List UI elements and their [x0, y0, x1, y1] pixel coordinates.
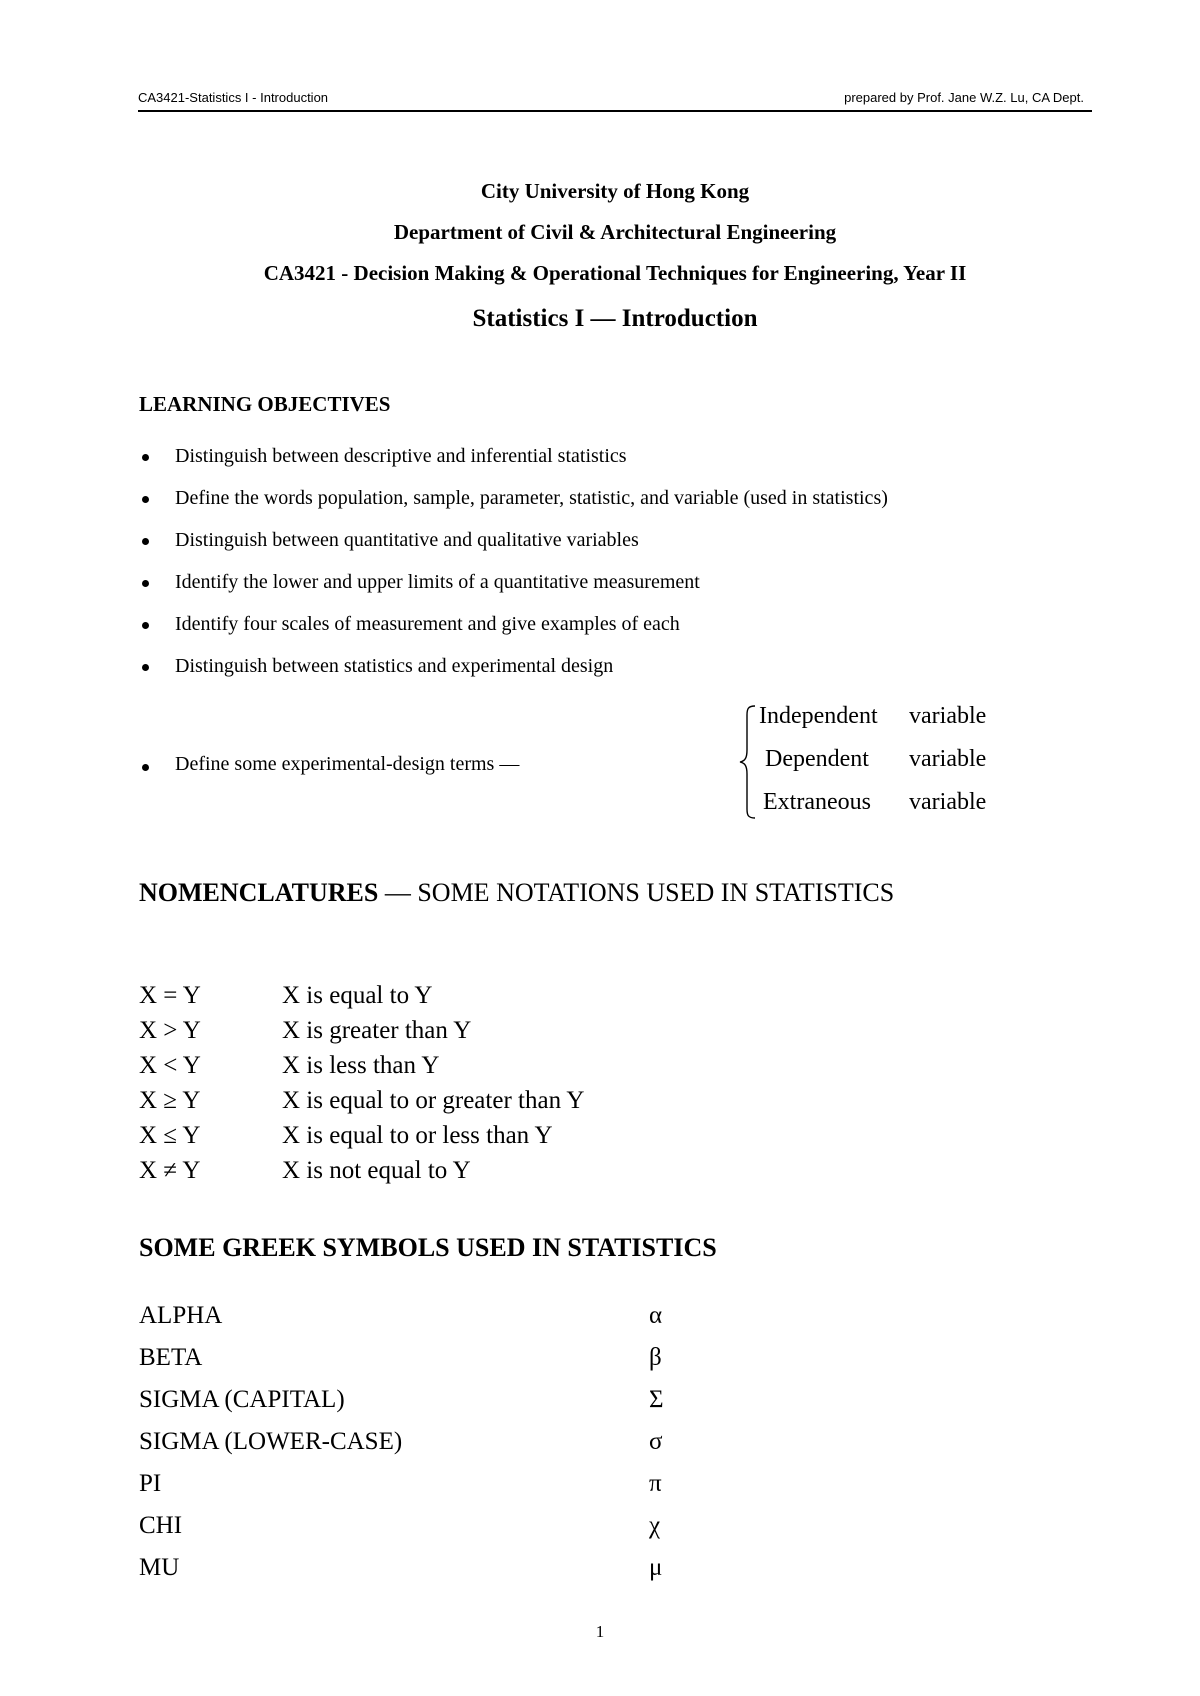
greek-name: SIGMA (LOWER-CASE)	[139, 1428, 403, 1455]
notation-meaning: X is equal to Y	[282, 982, 433, 1009]
page-number: 1	[595, 1622, 605, 1641]
notation-symbol: X ≥ Y	[139, 1087, 201, 1114]
notation-table	[139, 982, 584, 1192]
table-row	[139, 1122, 584, 1157]
course-title: CA3421 - Decision Making & Operational Techniques for Engineering, Year II	[263, 261, 967, 285]
term-name: Dependent	[765, 746, 869, 772]
define-terms-label: Define some experimental-design terms —	[175, 753, 520, 775]
list-item	[139, 487, 1089, 529]
objective-text: Identify four scales of measurement and give examples of each	[175, 613, 680, 635]
list-item	[139, 613, 1089, 655]
bullet-icon	[142, 538, 149, 545]
experimental-terms-list	[759, 703, 986, 832]
greek-name: ALPHA	[139, 1302, 223, 1329]
table-row	[139, 1157, 584, 1192]
greek-symbol: Σ	[649, 1386, 664, 1413]
notation-symbol: X < Y	[139, 1052, 201, 1079]
greek-name: MU	[139, 1554, 180, 1581]
nomenclatures-heading-bold: NOMENCLATURES	[139, 878, 379, 907]
curly-brace-icon	[739, 703, 757, 821]
table-row	[139, 1017, 584, 1052]
header-author-label: prepared by Prof. Jane W.Z. Lu, CA Dept.	[844, 90, 1084, 105]
table-row	[139, 1087, 584, 1122]
term-word: variable	[909, 789, 987, 815]
notation-meaning: X is equal to or greater than Y	[282, 1087, 585, 1114]
objective-text: Distinguish between statistics and experimental design	[175, 655, 614, 677]
table-row	[139, 1554, 664, 1596]
nomenclatures-heading	[139, 878, 894, 908]
term-row	[759, 789, 986, 832]
notation-meaning: X is not equal to Y	[282, 1157, 471, 1184]
notation-symbol: X ≤ Y	[139, 1122, 201, 1149]
objectives-list	[139, 445, 1089, 697]
notation-symbol: X ≠ Y	[139, 1157, 201, 1184]
table-row	[139, 1052, 584, 1087]
term-row	[759, 746, 986, 789]
header-course-label: CA3421-Statistics I - Introduction	[138, 90, 329, 105]
university-name: City University of Hong Kong	[480, 179, 750, 203]
greek-name: SIGMA (CAPITAL)	[139, 1386, 345, 1413]
bullet-icon	[142, 496, 149, 503]
running-header	[138, 90, 1092, 112]
greek-symbol: μ	[649, 1554, 663, 1581]
greek-symbols-heading: SOME GREEK SYMBOLS USED IN STATISTICS	[139, 1233, 717, 1262]
bullet-icon	[142, 764, 149, 771]
table-row	[139, 982, 584, 1017]
notation-meaning: X is greater than Y	[282, 1017, 472, 1044]
greek-name: BETA	[139, 1344, 203, 1371]
term-word: variable	[909, 703, 987, 729]
department-name: Department of Civil & Architectural Engineering	[393, 220, 837, 244]
greek-symbols-table	[139, 1302, 664, 1596]
term-row	[759, 703, 986, 746]
list-item	[139, 529, 1089, 571]
notation-symbol: X > Y	[139, 1017, 201, 1044]
objective-text: Define the words population, sample, parameter, statistic, and variable (used in statistics)	[175, 487, 888, 509]
learning-objectives-heading: LEARNING OBJECTIVES	[139, 392, 391, 416]
term-name: Extraneous	[763, 789, 871, 815]
bullet-icon	[142, 454, 149, 461]
bullet-icon	[142, 664, 149, 671]
document-title: Statistics I — Introduction	[472, 305, 758, 332]
table-row	[139, 1386, 664, 1428]
objective-text: Distinguish between quantitative and qualitative variables	[175, 529, 639, 551]
greek-name: PI	[139, 1470, 162, 1497]
notation-meaning: X is less than Y	[282, 1052, 440, 1079]
greek-symbol: χ	[649, 1512, 661, 1539]
term-name: Independent	[759, 703, 878, 729]
objective-text: Distinguish between descriptive and inferential statistics	[175, 445, 627, 467]
greek-symbol: β	[649, 1344, 662, 1371]
greek-symbol: α	[649, 1302, 663, 1329]
table-row	[139, 1344, 664, 1386]
greek-name: CHI	[139, 1512, 183, 1539]
bullet-icon	[142, 622, 149, 629]
notation-symbol: X = Y	[139, 982, 201, 1009]
table-row	[139, 1512, 664, 1554]
greek-symbol: σ	[649, 1428, 663, 1455]
table-row	[139, 1470, 664, 1512]
nomenclatures-heading-rest: — SOME NOTATIONS USED IN STATISTICS	[378, 878, 895, 907]
experimental-terms-item	[139, 703, 1089, 823]
list-item	[139, 655, 1089, 697]
list-item	[139, 571, 1089, 613]
title-block	[138, 180, 1092, 333]
term-word: variable	[909, 746, 987, 772]
objective-text: Identify the lower and upper limits of a quantitative measurement	[175, 571, 700, 593]
notation-meaning: X is equal to or less than Y	[282, 1122, 553, 1149]
table-row	[139, 1302, 664, 1344]
list-item	[139, 445, 1089, 487]
greek-symbol: π	[649, 1470, 662, 1497]
bullet-icon	[142, 580, 149, 587]
table-row	[139, 1428, 664, 1470]
